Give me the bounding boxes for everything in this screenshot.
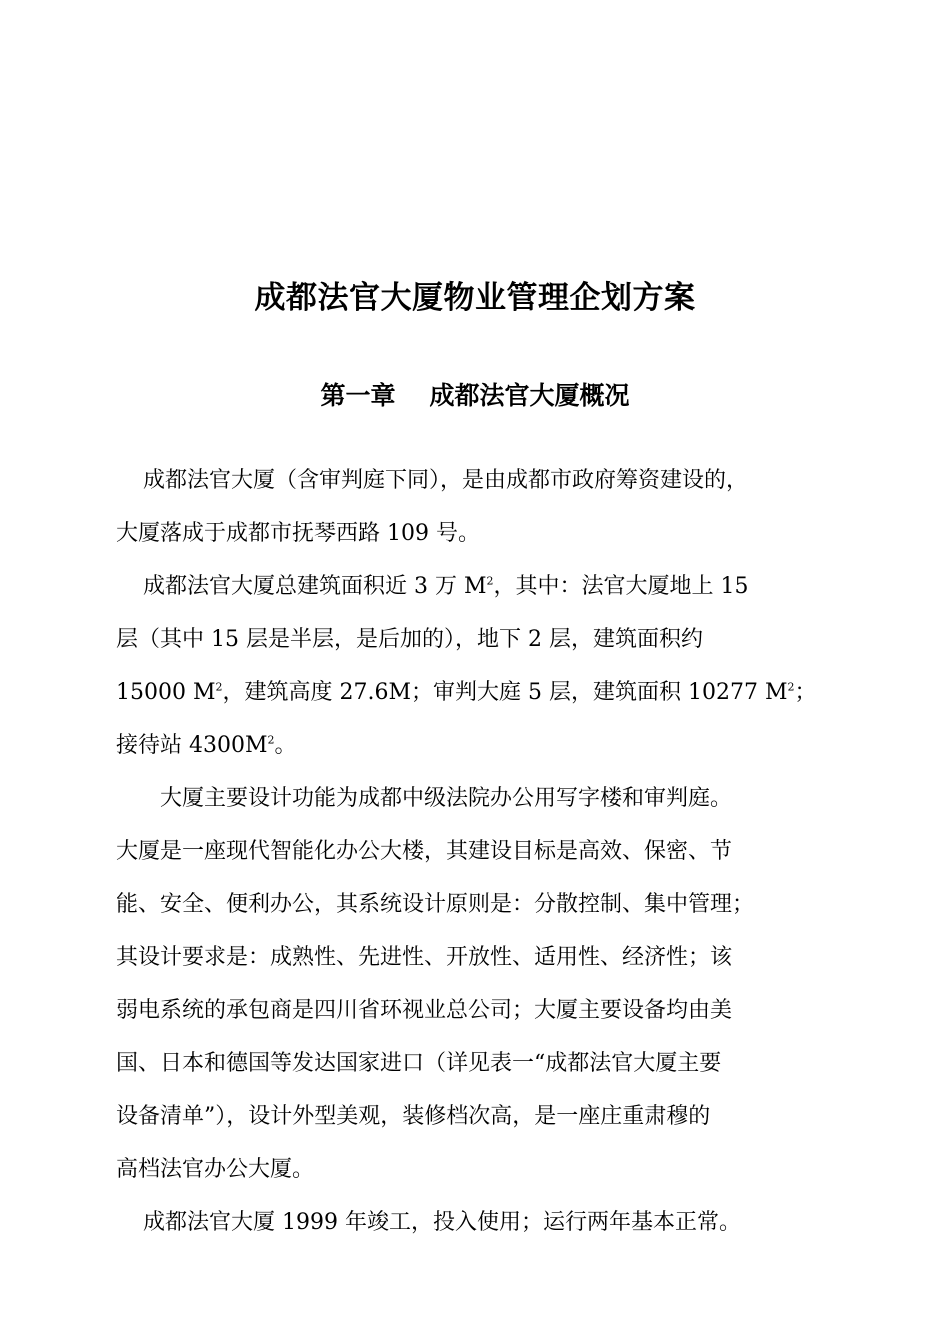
chapter-heading xyxy=(0,376,950,416)
text-line: 能、安全、便利办公，其系统设计原则是：分散控制、集中管理； xyxy=(116,892,755,917)
chapter-number: 第一章 xyxy=(320,381,396,410)
text-line: 弱电系统的承包商是四川省环视业总公司；大厦主要设备均由美 xyxy=(116,998,733,1023)
text-line: 层（其中 15 层是半层，是后加的），地下 2 层，建筑面积约 xyxy=(116,627,703,652)
paragraph-1 xyxy=(116,454,850,560)
text-line: 大厦主要设计功能为成都中级法院办公用写字楼和审判庭。 xyxy=(160,786,733,811)
chapter-title: 成都法官大厦概况 xyxy=(429,381,630,410)
text-line: 接待站 $4300M^2$。 xyxy=(116,733,297,758)
text-line: 其设计要求是：成熟性、先进性、开放性、适用性、经济性；该 xyxy=(116,945,733,970)
paragraph-3 xyxy=(116,772,850,1196)
document-body xyxy=(116,454,850,1249)
paragraph-4 xyxy=(116,1196,850,1249)
text-line: 高档法官办公大厦。 xyxy=(116,1157,315,1182)
paragraph-2 xyxy=(116,560,850,772)
text-line: 大厦是一座现代智能化办公大楼，其建设目标是高效、保密、节 xyxy=(116,839,733,864)
document-title: 成都法官大厦物业管理企划方案 xyxy=(254,280,696,316)
text-line: 成都法官大厦总建筑面积近 3 万 $M^2$，其中：法官大厦地上 15 xyxy=(143,574,749,599)
text-line: 大厦落成于成都市抚琴西路 109 号。 xyxy=(116,521,480,546)
text-line: 设备清单”），设计外型美观，装修档次高，是一座庄重肃穆的 xyxy=(116,1104,711,1129)
text-line: 成都法官大厦（含审判庭下同），是由成都市政府筹资建设的， xyxy=(143,468,749,493)
text-line: 国、日本和德国等发达国家进口（详见表一“成都法官大厦主要 xyxy=(116,1051,722,1076)
text-line: 成都法官大厦 1999 年竣工，投入使用；运行两年基本正常。 xyxy=(143,1210,741,1235)
text-line: 15000 $M^2$，建筑高度 27.6M；审判大庭 5 层，建筑面积 10277 $M^2$； xyxy=(116,680,817,705)
